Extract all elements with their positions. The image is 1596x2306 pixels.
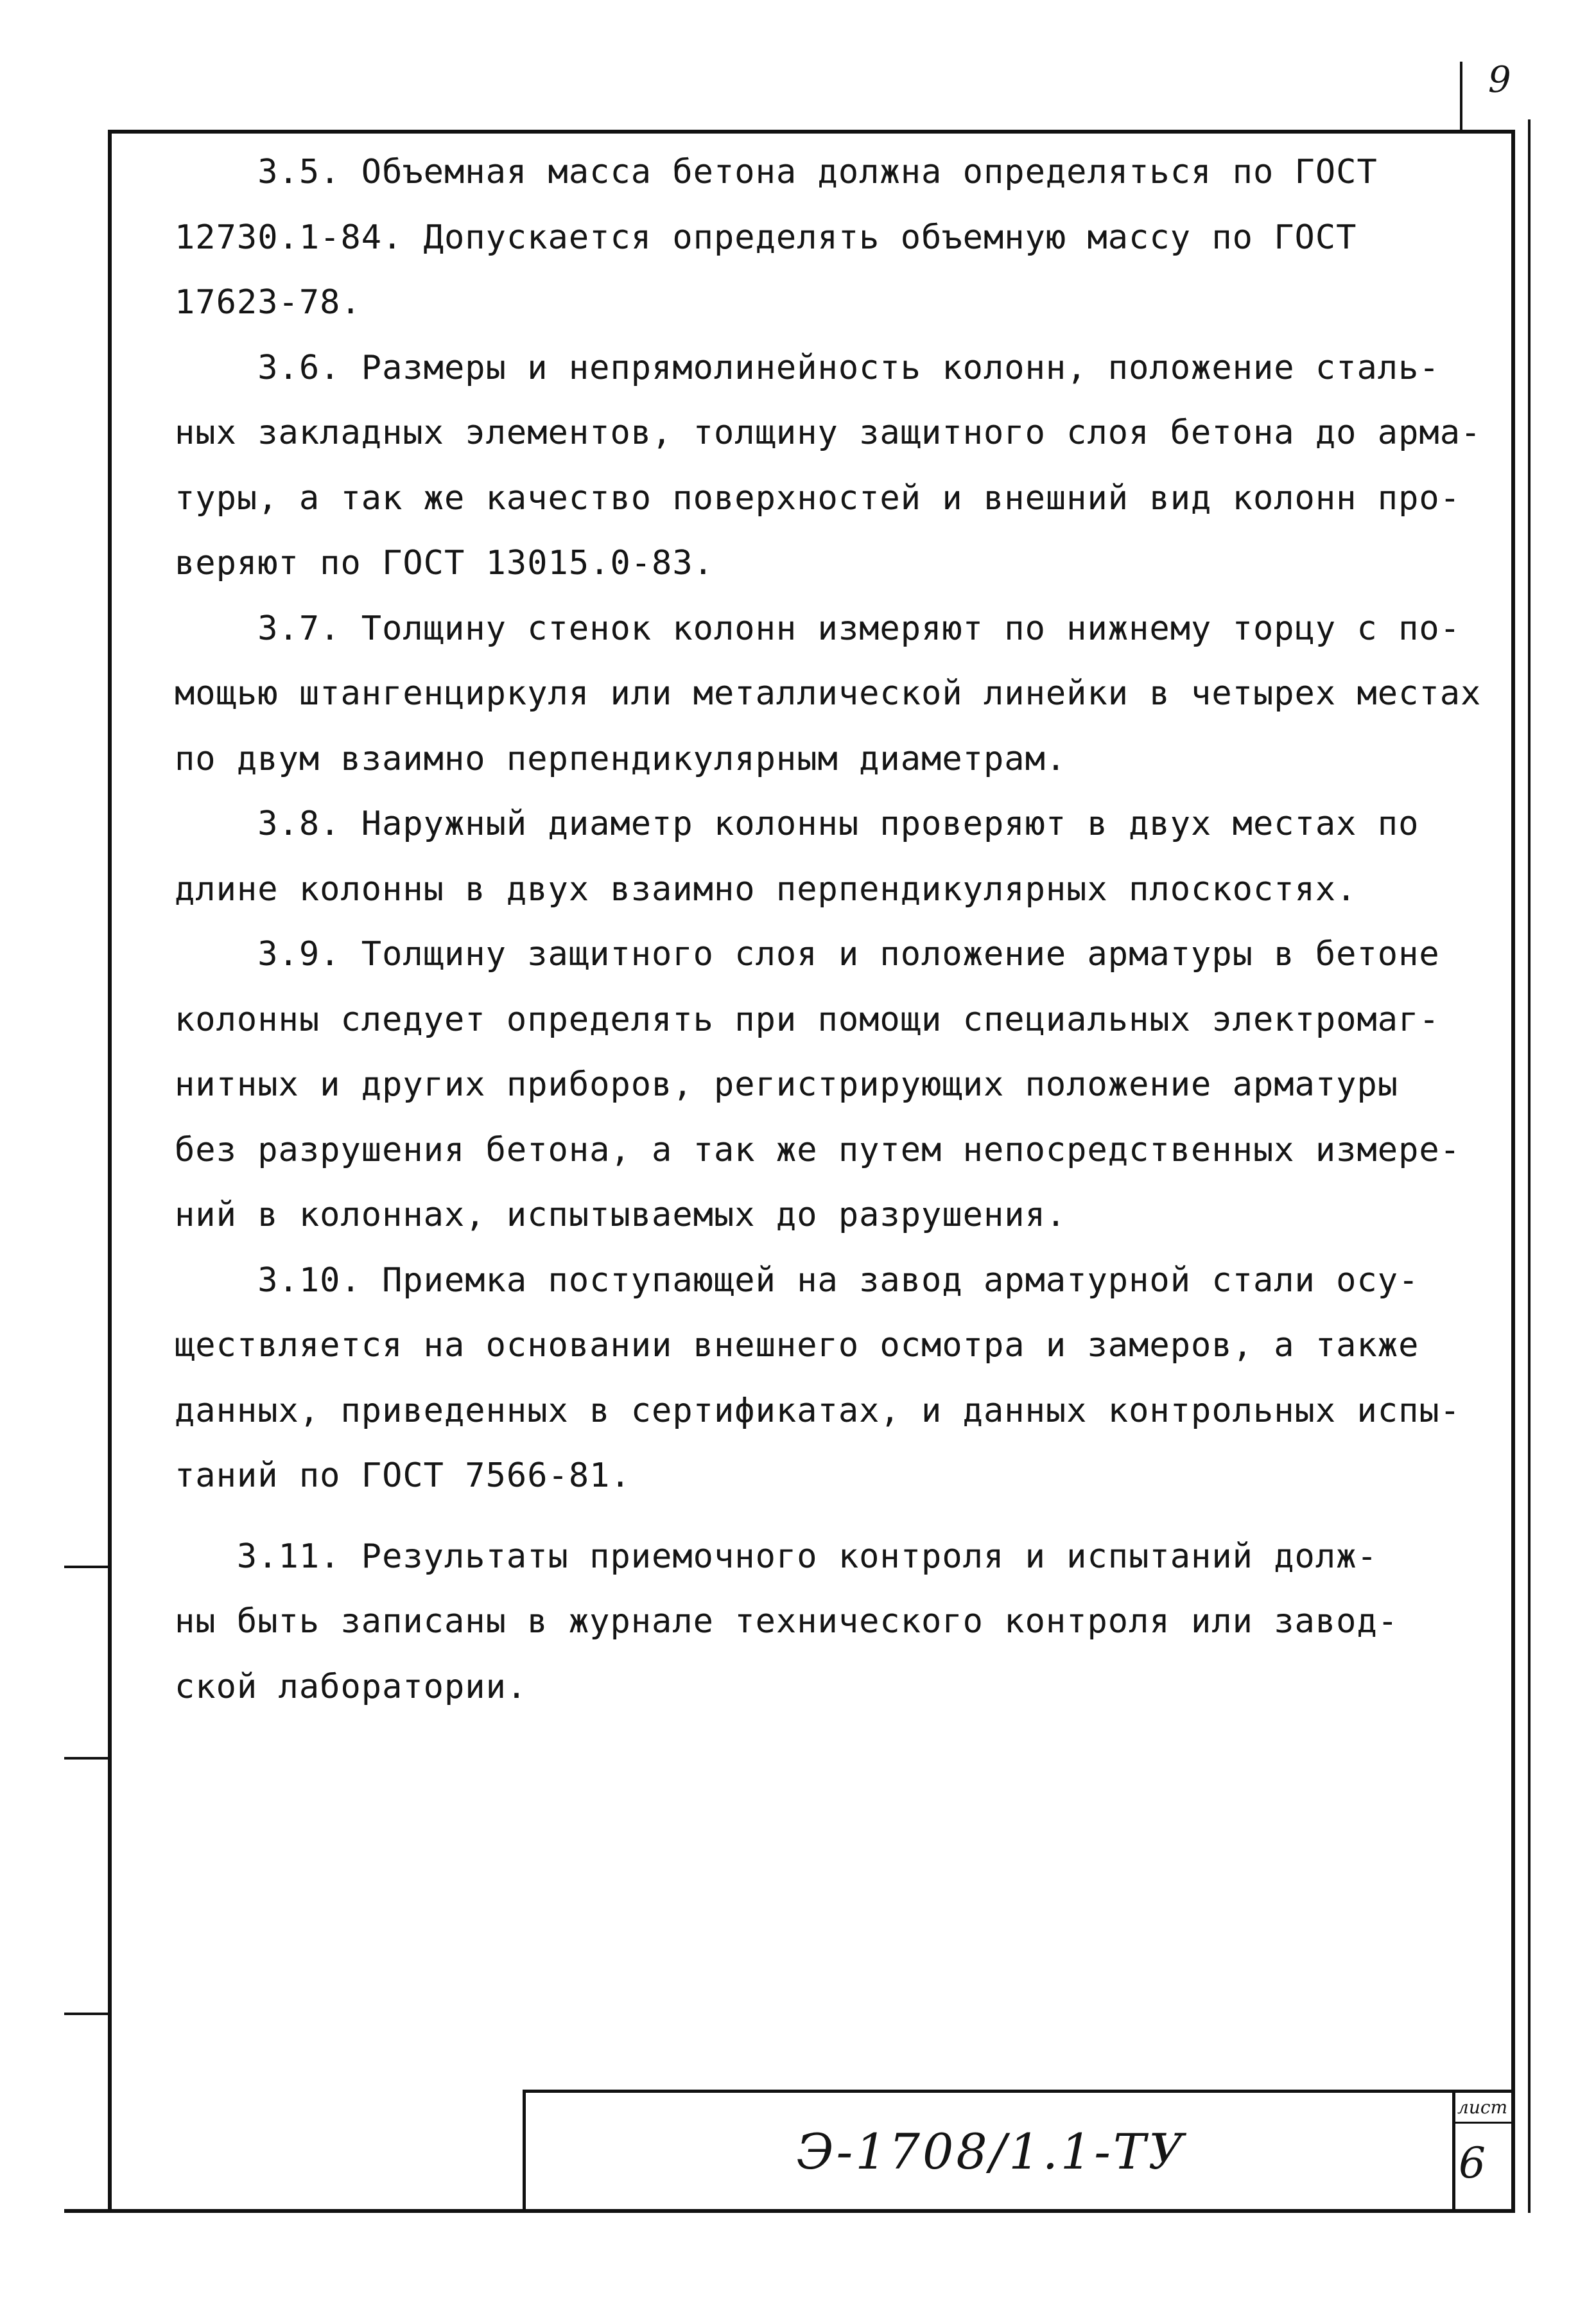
paragraph-3-11: 3.11. Результаты приемочного контроля и испытаний долж- ны быть записаны в журнале технического контроля или завод- ской лаборатории. <box>175 1537 1399 1706</box>
frame-right-line <box>1511 130 1515 2213</box>
paragraph-3-9: 3.9. Толщину защитного слоя и положение арматуры в бетоне колонны следует определять при помощи специальных электромаг- нитных и других приборов, регистрирующих положение арматуры без разрушения бетона, а так же путем непосредственных измере- ний в колоннах, испытываемых до разрушения. <box>175 935 1461 1234</box>
paragraph-3-7: 3.7. Толщину стенок колонн измеряют по нижнему торцу с по- мощью штангенциркуля или металлической линейки в четырех местах по двум взаимно перпендикулярным диаметрам. <box>175 609 1482 778</box>
document-code: Э-1708/1.1-ТУ <box>796 2122 1186 2180</box>
sheet-number: 6 <box>1459 2138 1486 2188</box>
paragraph-3-5: 3.5. Объемная масса бетона должна определяться по ГОСТ 12730.1-84. Допускается определять объемную массу по ГОСТ 17623-78. <box>175 153 1378 322</box>
binding-tick-2 <box>64 1757 110 1760</box>
title-block <box>525 2092 1457 2210</box>
document-body <box>175 140 1482 1720</box>
sheet-label: лист <box>1457 2097 1508 2118</box>
paragraph-3-6: 3.6. Размеры и непрямолинейность колонн, положение сталь- ных закладных элементов, толщину защитного слоя бетона до арма- туры, а так же качество поверхностей и внешний вид колонн про- веряют по ГОСТ 13015.0-83. <box>175 348 1482 582</box>
binding-tick-3 <box>64 2013 110 2015</box>
paragraph-3-8: 3.8. Наружный диаметр колонны проверяют в двух местах по длине колонны в двух взаимно перпендикулярных плоскостях. <box>175 805 1419 909</box>
binding-tick-1 <box>64 1566 110 1568</box>
frame-outer-right-line <box>1528 119 1531 2213</box>
frame-top-line <box>108 130 1515 134</box>
paragraph-3-10: 3.10. Приемка поступающей на завод арматурной стали осу- ществляется на основании внешнего осмотра и замеров, а также данных, приведенных в сертификатах, и данных контрольных испы- таний по ГОСТ 7566-81. <box>175 1261 1461 1495</box>
title-block-sheet-row-line <box>1452 2122 1514 2124</box>
page-number: 9 <box>1488 59 1511 101</box>
frame-left-line <box>108 130 112 2213</box>
page-number-box-divider <box>1460 62 1462 130</box>
